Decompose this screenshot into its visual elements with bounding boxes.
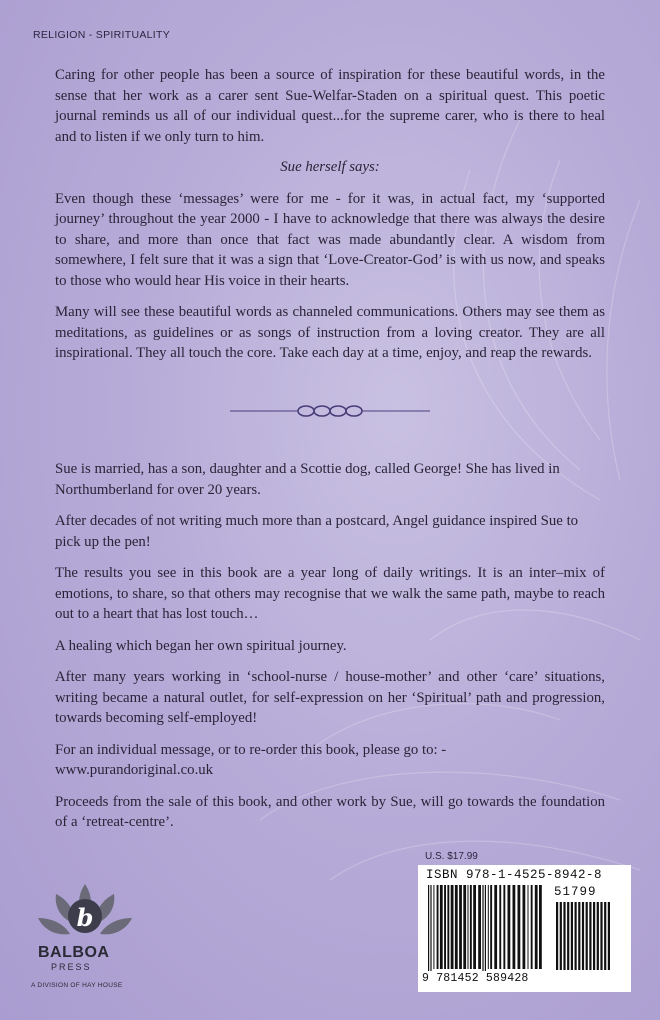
ornament-divider	[230, 401, 430, 421]
barcode-bar	[523, 885, 526, 969]
barcode-bar	[518, 885, 521, 969]
quote-heading: Sue herself says:	[280, 159, 380, 175]
barcode-bar	[433, 885, 434, 969]
publisher-name: BALBOA	[38, 944, 110, 961]
barcode-bar	[444, 885, 446, 969]
barcode-bar	[470, 885, 472, 969]
author-bio-section	[55, 459, 605, 844]
price-code: 51799	[554, 885, 597, 899]
barcode-bar	[575, 902, 577, 970]
barcode-bar	[560, 902, 562, 970]
barcode-bar	[528, 885, 529, 969]
barcode-bar	[531, 885, 533, 969]
bio-paragraph-proceeds: Proceeds from the sale of this book, and other work by Sue, will go towards the foundation of a ‘retreat-centre’.	[55, 793, 605, 830]
bio-paragraph-contact	[55, 740, 605, 781]
barcode-bar	[535, 885, 538, 969]
summary-paragraph: Many will see these beautiful words as channeled communications. Others may see them as meditations, as guidelines or as songs of instruction from a loving creator. They are all inspirational. They all touch the core. Take each day at a time, enjoy, and reap the rewards.	[55, 304, 605, 361]
barcode-bar	[597, 902, 599, 970]
barcode-bar	[455, 885, 458, 969]
barcode-bar	[494, 885, 497, 969]
barcode-bar	[440, 885, 443, 969]
barcode-bar	[600, 902, 602, 970]
barcode-bar	[485, 885, 486, 971]
isbn-number: ISBN 978-1-4525-8942-8	[426, 868, 603, 882]
bio-paragraph-healing: A healing which began her own spiritual journey.	[55, 637, 347, 654]
barcode-bar	[503, 885, 505, 969]
barcode-bar	[488, 885, 489, 969]
barcode-bar	[563, 902, 565, 970]
barcode-bar	[437, 885, 439, 969]
description-section	[55, 65, 605, 364]
barcode-bar	[586, 902, 588, 970]
barcode-bar	[556, 902, 558, 970]
publisher-logo-mark: b	[76, 903, 94, 932]
publisher-lotus-logo	[30, 882, 140, 992]
barcode-bar	[539, 885, 542, 969]
barcode-bar	[482, 885, 483, 971]
isbn-barcode	[418, 865, 631, 992]
barcode-bar	[608, 902, 610, 970]
barcode-bar	[463, 885, 466, 969]
barcode-bar	[567, 902, 569, 970]
price-label: U.S. $17.99	[425, 851, 478, 862]
barcode-bar	[490, 885, 492, 969]
publisher-division: A DIVISION OF HAY HOUSE	[31, 982, 123, 989]
barcode-bar	[447, 885, 449, 969]
bio-paragraph-writings: The results you see in this book are a year long of daily writings. It is an inter–mix of emotions, to share, so that others may recognise that we walk the same path, maybe to reach out to a heart that has lost touch…	[55, 565, 605, 622]
website-link[interactable]: www.purandoriginal.co.uk	[55, 762, 214, 778]
barcode-bar	[473, 885, 476, 969]
ean-digits: 9 781452 589428	[422, 972, 529, 985]
barcode-bar	[604, 902, 606, 970]
barcode-bar	[430, 885, 431, 971]
barcode-bar	[468, 885, 469, 969]
barcode-bar	[508, 885, 511, 969]
barcode-bar	[578, 902, 580, 970]
category-label: RELIGION - SPIRITUALITY	[33, 29, 171, 41]
barcode-bar	[593, 902, 595, 970]
barcode-bar	[451, 885, 454, 969]
barcode-bar	[428, 885, 429, 971]
barcode-bar	[589, 902, 591, 970]
bio-paragraph-family: Sue is married, has a son, daughter and a Scottie dog, called George! She has lived in Northumberland for over 20 years.	[55, 461, 560, 498]
bio-paragraph-career: After many years working in ‘school-nurse / house-mother’ and other ‘care’ situations, writing became a natural outlet, for self-expression on her ‘Spiritual’ path and progression, towards becoming self-employed!	[55, 669, 605, 726]
barcode-bar	[499, 885, 501, 969]
intro-paragraph: Caring for other people has been a source of inspiration for these beautiful words, in the sense that her work as a carer sent Sue-Welfar-Staden on a spiritual quest. This poetic journal reminds us all of our individual quest...for the supreme carer, who is there to heal and to listen if we only turn to him.	[55, 67, 605, 145]
barcode-bar	[459, 885, 462, 969]
barcode-bar	[513, 885, 516, 969]
barcode-bar	[478, 885, 481, 969]
bio-paragraph-inspiration: After decades of not writing much more than a postcard, Angel guidance inspired Sue to pick up the pen!	[55, 513, 579, 550]
barcode-bar	[582, 902, 584, 970]
quote-paragraph: Even though these ‘messages’ were for me - for it was, in actual fact, my ‘supported journey’ throughout the year 2000 - I have to acknowledge that there was always the desire to share, and more than once that fact was made abundantly clear. A wisdom from somewhere, I felt sure that it was a sign that ‘Love-Creator-God’ is with us now, and speaks to those who would hear His voice in their hearts.	[55, 190, 605, 289]
contact-text: For an individual message, or to re-order this book, please go to: -	[55, 741, 447, 758]
barcode-bar	[571, 902, 573, 970]
publisher-imprint: PRESS	[51, 962, 92, 972]
